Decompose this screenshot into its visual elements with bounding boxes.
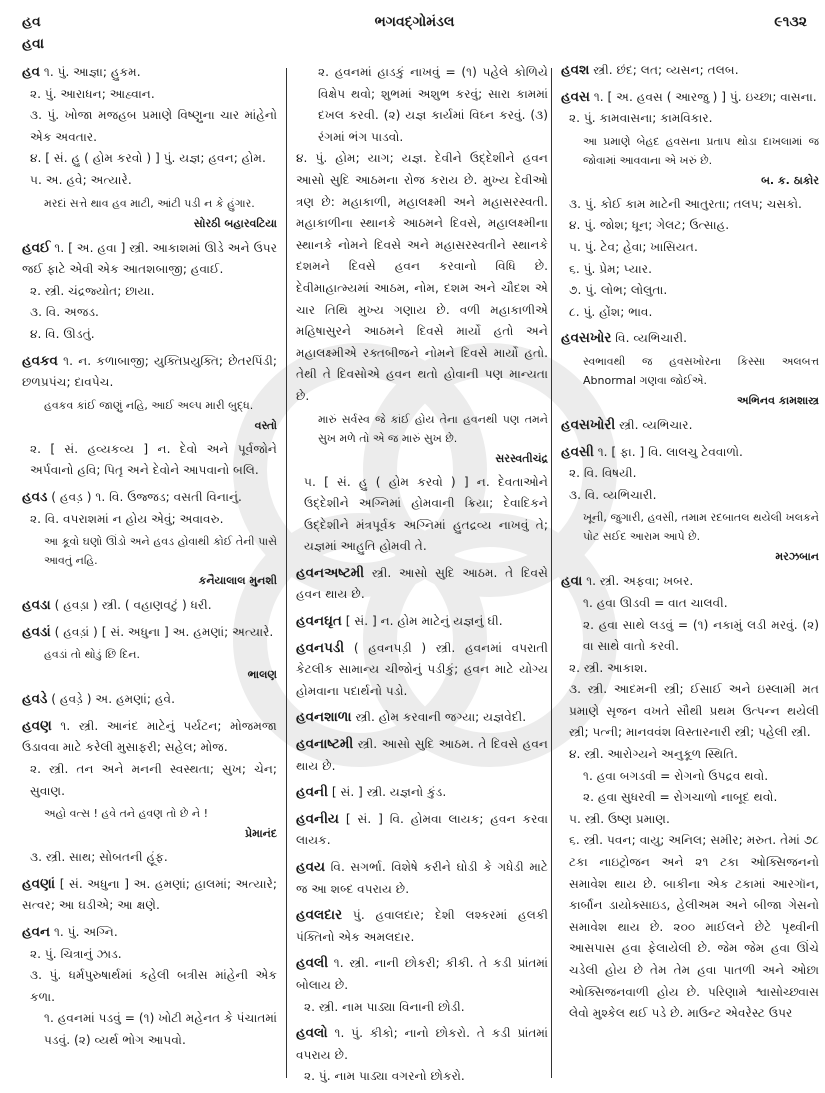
headword: હવસ: [561, 88, 590, 105]
dictionary-entry: [296, 953, 548, 1018]
headword: હવસી: [561, 443, 594, 460]
headword-variant: ( હવડ઼ાં ): [54, 624, 98, 639]
guide-word-left: હવ: [22, 14, 41, 30]
column-1: [22, 62, 277, 1057]
example-quote: અહો વત્સ ! હવે તને હવણ તો છે ને !: [44, 807, 208, 821]
column-divider: [551, 68, 552, 1078]
page-number: ૯૧૩૨: [774, 14, 807, 30]
sense-text: ૫. અ. હવે; અત્યારે.: [30, 172, 132, 187]
entry-first-line: [296, 611, 548, 633]
dictionary-title: ભગવદ્ગોમંડલ: [374, 14, 455, 30]
page-header: [22, 14, 807, 34]
idiom-text: ૧. હવનમાં પડવું = (૧) ખોટી મહેનત કે પંચાતમાં પડવું. (૨) વ્યર્થ ભોગ આપવો.: [44, 1011, 277, 1047]
sense-text: ૫. [ સં. હુ ( હોમ કરવો ) ] ન. દેવતાઓને ઉદ્દેશીને અગ્નિમાં હોમવાની ક્રિયા; દેવાદિકને ઉદ્દેશીને મંત્રપૂર્વક અગ્નિમાં હુતદ્રવ્ય નાખવું તે; યજ્ઞમાં આહુતિ હોમવી તે.: [304, 474, 548, 554]
guide-word-sub: હવા: [22, 36, 45, 52]
sense-text: ૧. પું. કીકો; નાનો છોકરો. તે કડી પ્રાંતમાં વપરાય છે.: [296, 1026, 549, 1062]
example-quote: મારું સર્વસ્વ જે કાંઈ હોય તેના હવનથી પણ તમને સુખ મળે તો એ જ મારું સુખ છે.: [318, 412, 548, 445]
entry-first-line: [22, 487, 277, 509]
sense-text: ૨. વિ. વિષયી.: [569, 466, 637, 481]
headword: હવડ: [22, 488, 48, 505]
headword: હવા: [561, 573, 583, 590]
sense-text: ૨. પું. આરાધન; આહ્વાન.: [30, 86, 155, 101]
sense-text: ૪. પું. જોશ; ધૂન; ગેલટ; ઉત્સાહ.: [569, 218, 730, 233]
headword: હવનઘૃત: [296, 613, 342, 630]
sense-text: સ્ત્રી. ( વહાણવટું ) ધરી.: [101, 598, 212, 613]
sense-text: ૧. સ્ત્રી. અફવા; ખબર.: [586, 574, 694, 589]
sense-text: ૩. સ્ત્રી. આદમની સ્ત્રી; ઈસાઈ અને ઇસ્લામી મત પ્રમાણે સૃજન વખતે સૌથી પ્રથમ ઉત્પન્ન થયેલી સ્ત્રી; પત્ની; માનવવંશ વિસ્તારનારી સ્ત્રી; પહેલી સ્ત્રી.: [569, 682, 819, 740]
entry-first-line: [296, 638, 548, 703]
sense-text: ૬. પું. પ્રેમ; પ્યાર.: [569, 261, 652, 276]
sense-text: ૨. [ સં. હવ્યકવ્ય ] ન. દેવો અને પૂર્વજોને અર્પવાનો હવિ; પિતૃ અને દેવોને આપવાનો બલિ.: [30, 441, 277, 478]
entry-first-line: [561, 87, 819, 109]
entry-first-line: [296, 782, 548, 804]
quote-source: મરઝબાન: [775, 550, 819, 564]
idiom-text: ૨. હવનમાં હાડકું નાખવું = (૧) પહેલે કોળિયે વિક્ષેપ થવો; શુભમાં અશુભ કરવું; સારા કામમાં દખલ કરવી. (૨) યજ્ઞ કાર્યમાં વિઘ્ન કરવું. (૩) રંગમાં ભંગ પાડવો.: [318, 65, 548, 144]
entry-first-line: [296, 707, 548, 729]
sense-text: સ્ત્રી. હોમ કરવાની જગ્યા; યજ્ઞવેદી.: [355, 710, 527, 725]
dictionary-entry: [296, 563, 548, 606]
sense-text: [ સં. ] વિ. હોમવા લાયક; હવન કરવા લાયક.: [296, 811, 548, 848]
headword-variant: ( હવડ઼ા ): [54, 598, 98, 613]
sense-text: ૧. સ્ત્રી. નાની છોકરી; કીકી. તે કડી પ્રાંતમાં બોલાય છે.: [296, 956, 549, 992]
entry-first-line: [296, 563, 548, 606]
sense-text: ૧. પું. અગ્નિ.: [53, 925, 118, 940]
headword: હવય: [296, 859, 326, 875]
headword: હવઈ: [22, 239, 51, 256]
dictionary-entry: [22, 487, 277, 590]
sense-text: [ સં. ] સ્ત્રી. યજ્ઞનો કુંડ.: [331, 785, 447, 800]
headword: હવ: [22, 64, 41, 80]
dictionary-entry: [296, 638, 548, 703]
sense-text: સ્ત્રી. છંદ; લત; વ્યસન; તલબ.: [593, 63, 739, 77]
sense-text: ૩. પું. કોઈ કામ માટેની આતુરતા; તલપ; ચસકો.: [569, 196, 802, 211]
entry-first-line: [296, 1023, 548, 1066]
entry-first-line: [22, 622, 277, 644]
sense-text: ૨. પું. કામવાસના; કામવિકાર.: [569, 111, 713, 126]
headword: હવનશાળા: [296, 709, 352, 726]
example-quote: હવકવ કાંઈ જાણું નહિ, આઈ અલ્પ મારી બુદ્ધ.: [44, 398, 254, 412]
dictionary-entry: [561, 571, 819, 1024]
sense-text: ૫. સ્ત્રી. ઉષ્ણ પ્રમાણ.: [569, 811, 670, 826]
entry-first-line: [22, 595, 277, 617]
sense-text: વિ. વ્યભિચારી.: [615, 331, 687, 346]
sense-text: ૩. પું. ધર્મપુરુષાર્થમાં કહેલી બત્રીસ માંહેની એક કળા.: [30, 968, 277, 1004]
dictionary-entry: [22, 622, 277, 685]
sense-text: ૪. પું. હોમ; યાગ; યજ્ઞ. દેવીને ઉદ્દેશીને હવન આસો સુદિ આઠમના રોજ કરાય છે. મુખ્ય દેવીઓ ત્રણ છે: મહાકાળી, મહાલક્ષ્મી અને મહાસરસ્વતી. મહાકાળીના સ્થાનકે આઠમને દિવસે, મહાલક્ષ્મીના સ્થાનકે નોમને દિવસે અને મહાસરસ્વતીને સ્થાનકે દશમને દિવસે હવન કરવાનો વિધિ છે. દેવીમાહાત્મ્યમાં આઠમ, નોમ, દશમ અને ચૌદશ એ ચાર તિથિ મુખ્ય ગણાય છે. વળી મહાકાળીએ મહિષાસુરને આઠમને દિવસે માર્યો હતો અને મહાલક્ષ્મીએ રક્તબીજને નોમને દિવસે માર્યો હતો. તેથી તે દિવસોએ હવન થતો હોવાની પણ માન્યતા છે.: [296, 151, 548, 403]
dictionary-entry: [22, 595, 277, 617]
sense-text: ૩. પું. ખોજા મજહબ પ્રમાણે વિષ્ણુના ચાર માંહેનો એક અવતાર.: [30, 108, 277, 144]
entry-first-line: [561, 571, 819, 593]
column-3: [561, 60, 819, 1030]
entry-first-line: [296, 734, 548, 777]
headword: હવશ: [561, 62, 590, 78]
entry-first-line: [296, 809, 548, 852]
entry-first-line: [22, 351, 277, 394]
dictionary-entry: [22, 689, 277, 711]
dictionary-entry: [22, 874, 277, 917]
headword-variant: ( હવડ઼ ): [51, 489, 92, 504]
dictionary-entry: [22, 922, 277, 1052]
headword: હવલો: [296, 1025, 328, 1042]
headword: હવસખોર: [561, 330, 612, 347]
sense-text: ૧. [ અ. હવા ] સ્ત્રી. આકાશમાં ઊડે અને ઉપર જઈ ફાટે એવી એક આતશબાજી; હવાઈ.: [22, 240, 278, 277]
entry-first-line: [22, 689, 277, 711]
sense-text: ૫. પું. ટેવ; હેવા; ખાસિયત.: [569, 239, 698, 254]
headword: હવન: [22, 924, 51, 941]
sense-text: સ્ત્રી. આસો સુદિ આઠમ. તે દિવસે હવન થાય છે.: [296, 565, 549, 602]
dictionary-entry: [561, 87, 819, 324]
example-quote: હવડાં તો થોડું છિ દિન.: [44, 648, 140, 662]
dictionary-entry: [296, 1023, 548, 1088]
headword: હવનાષ્ટમી: [296, 736, 354, 753]
sense-text: ૬. સ્ત્રી. પવન; વાયુ; અનિલ; સમીર; મરુત. તેમાં ૭૮ ટકા નાઇટ્રોજન અને ૨૧ ટકા ઓક્સિજનનો સમાવેશ થાય છે. બાકીના એક ટકામાં આરગૉન, કાર્બૉન ડાયોક્સાઇડ, હેલીઅમ અને બીજા ગેસનો સમાવેશ થાય છે. ૨૦૦ માઈલને છેટે પૃથ્વીની આસપાસ હવા ફેલાયેલી છે. જેમ જેમ હવા ઊંચે ચડેલી હોય છે તેમ તેમ હવા પાતળી અને ઓછા ઓક્સિજનવાળી હોય છે. પરિણામે શ્વાસોચ્છ્વાસ લેવો મુશ્કેલ થઈ પડે છે. માઉન્ટ એવરેસ્ટ ઉપર: [569, 833, 819, 1021]
dictionary-entry: [22, 238, 277, 346]
dictionary-entry: [22, 716, 277, 869]
sense-text: ૨. સ્ત્રી. ચંદ્રજ્યોત; છાયા.: [30, 283, 155, 298]
headword: હવણાં: [22, 875, 56, 892]
dictionary-entry: [561, 442, 819, 567]
sense-text: [ સં. અધુના ] અ. હમણાં; હાલમાં; અત્યારે; સત્વર; આ ઘડીએ; આ ક્ષણે.: [22, 876, 277, 913]
entry-first-line: [561, 60, 819, 82]
dictionary-entry: [561, 328, 819, 410]
column-2: [296, 62, 548, 1093]
headword: હવણ: [22, 717, 52, 734]
entry-first-line: [561, 442, 819, 464]
entry-first-line: [296, 857, 548, 900]
dictionary-entry: [296, 857, 548, 900]
quote-source: વસ્તો: [254, 418, 277, 432]
column-divider: [286, 68, 287, 1078]
idiom-text: ૨. હવા સાથે લડવું = (૧) નકામું લડી મરવું. (૨) વા સાથે વાતો કરવી.: [583, 617, 819, 654]
sense-text: ૨. વિ. વપરાશમાં ન હોય એવું; અવાવરુ.: [30, 511, 224, 526]
headword: હવનપડી: [296, 639, 345, 656]
sense-text: ૨. સ્ત્રી. તન અને મનની સ્વસ્થતા; સુખ; ચેન; સુવાણ.: [30, 762, 277, 798]
dictionary-entry: [296, 611, 548, 633]
dictionary-entry: [561, 415, 819, 437]
entry-first-line: [22, 62, 277, 84]
sense-text: પું. હવાલદાર; દેશી લશ્કરમાં હલકી પંક્તિનો એક અમલદાર.: [296, 908, 548, 944]
idiom-text: ૧. હવા ઊડવી = વાત ચાલવી.: [583, 595, 728, 610]
quote-source: અભિનવ કામશાસ્ત્ર: [736, 393, 819, 407]
example-quote: આ પ્રમાણે બેહદ હવસના પ્રતાપ થોડા દાખલામાં જ જોવામાં આવવાના એ ખરું છે.: [583, 134, 819, 167]
dictionary-entry: [22, 62, 277, 233]
dictionary-entry: [296, 734, 548, 777]
quote-source: કનૈયાલાલ મુનશી: [198, 574, 277, 588]
headword: હવલદાર: [296, 907, 343, 924]
dictionary-entry: [296, 905, 548, 948]
dictionary-entry: [296, 707, 548, 729]
entry-first-line: [296, 953, 548, 996]
sense-text: ૧. [ અ. હવસ ( આરજુ ) ] પું. ઇચ્છા; વાસના.: [593, 89, 817, 104]
headword: હવની: [296, 784, 328, 801]
entry-first-line: [22, 922, 277, 944]
sense-text: ૨. પું. નામ પાડ્યા વગરનો છોકરો.: [304, 1069, 465, 1084]
sense-text: [ સં. અધુના ] અ. હમણાં; અત્યારે.: [101, 624, 274, 639]
headword: હવનીય: [296, 810, 339, 827]
entry-first-line: [22, 716, 277, 759]
entry-first-line: [22, 238, 277, 281]
quote-source: સોરઠી બહારવટિયા: [193, 216, 277, 230]
headword: હવસખોરી: [561, 416, 616, 433]
example-quote: મરદાં સત્તે થાવ હવ માટી, આંટી પડી ન કે હુંગાર.: [44, 196, 255, 210]
headword: હવકવ: [22, 352, 58, 369]
sense-text: ૧. વિ. ઉજ્જડ; વસતી વિનાનું.: [95, 489, 242, 504]
dictionary-entry: [22, 351, 277, 482]
sense-text: ૪. વિ. ઊડતું.: [30, 326, 95, 341]
sense-text: ૩. સ્ત્રી. સાથ; સોબતની હૂંફ.: [30, 850, 168, 865]
dictionary-entry: [296, 782, 548, 804]
example-quote: આ કૂવો ઘણો ઊંડો અને હવડ હોવાથી કોઈ તેની પાસે આવતું નહિ.: [44, 535, 277, 568]
headword: હવલી: [296, 955, 329, 972]
sense-text: ૮. પું. હોંશ; ભાવ.: [569, 304, 653, 319]
sense-text: સ્ત્રી. આસો સુદિ આઠમ. તે દિવસે હવન થાય છે.: [296, 737, 548, 773]
headword: હવડા: [22, 597, 51, 614]
sense-text: ૪. [ સં. હુ ( હોમ કરવો ) ] પું. યજ્ઞ; હવન; હોમ.: [30, 151, 266, 166]
headword-variant: ( હવનપડ઼ી ): [353, 640, 427, 655]
entry-first-line: [561, 415, 819, 437]
sense-text: ૨. પું. ચિત્રાનું ઝાડ.: [30, 946, 122, 961]
headword-variant: ( હવડ઼ે ): [51, 692, 92, 707]
headword: હવડાં: [22, 623, 51, 640]
sense-text: ૩. વિ. વ્યભિચારી.: [569, 487, 657, 502]
headword: હવડે: [22, 691, 48, 708]
quote-source: પ્રેમાનંદ: [245, 827, 277, 841]
dictionary-entry: [296, 809, 548, 852]
sense-text: ૨. સ્ત્રી. નામ પાડ્યા વિનાની છોડી.: [304, 999, 465, 1014]
idiom-text: ૨. હવા સુધરવી = રોગચાળો નાબૂદ થવો.: [583, 790, 778, 805]
quote-source: બ. ક. ઠાકોર: [761, 173, 819, 187]
idiom-text: ૧. હવા બગડવી = રોગનો ઉપદ્રવ થવો.: [583, 768, 769, 783]
sense-text: ૧. પું. આજ્ઞા; હુકમ.: [43, 65, 141, 79]
entry-first-line: [22, 874, 277, 917]
entry-first-line: [296, 905, 548, 948]
quote-source: સરસ્વતીચંદ્ર: [495, 451, 548, 465]
sense-text: ૭. પું. લોભ; લોલુતા.: [569, 283, 668, 298]
sense-text: ૧. સ્ત્રી. આનંદ માટેનું પર્યટન; મોજમજા ઉડાવવા માટે કરેલી મુસાફરી; સહેલ; મોજ.: [22, 718, 277, 755]
sense-text: ૩. વિ. અજડ.: [30, 305, 99, 320]
sense-text: સ્ત્રી. હવનમાં વપરાતી કેટલીક સામાન્ય ચીજોનું પડીકું; હવન માટે યોગ્ય હોમવાના પદાર્થનો પડો.: [296, 640, 548, 698]
example-quote: ખૂની, જુગારી, હવસી, તમામ રદબાતલ થયેલી ખલકને પોટ સઈદ આરામ આપે છે.: [583, 511, 819, 544]
sense-text: વિ. સગર્ભા. વિશેષે કરીને ઘોડી કે ગધેડી માટે જ આ શબ્દ વપરાય છે.: [296, 860, 548, 896]
sense-text: [ સં. ] ન. હોમ માટેનું યજ્ઞનું ઘી.: [345, 614, 503, 629]
quote-source: ભાલણ: [247, 668, 277, 682]
dictionary-entry: [561, 60, 819, 82]
dictionary-entry: [296, 62, 548, 558]
example-quote: સ્વભાવથી જ હવસખોરના કિસ્સા અલબત્ત Abnormal ગણવા જોઈએ.: [583, 354, 819, 387]
sense-text: ૨. સ્ત્રી. આકાશ.: [569, 660, 648, 675]
sense-text: ૧. ન. કળાબાજી; યુક્તિપ્રયુક્તિ; છેતરપિંડી; છળપ્રપંચ; દાવપેચ.: [22, 353, 278, 390]
sense-text: સ્ત્રી. વ્યભિચાર.: [619, 417, 693, 432]
headword: હવનઅષ્ટમી: [296, 564, 365, 581]
sense-text: અ. હમણાં; હવે.: [95, 692, 175, 707]
entry-first-line: [561, 328, 819, 350]
sense-text: ૧. [ ફા. ] વિ. લાલચુ ટેવવાળો.: [597, 444, 743, 459]
sense-text: ૪. સ્ત્રી. આરોગ્યને અનુકૂળ સ્થિતિ.: [569, 747, 738, 762]
